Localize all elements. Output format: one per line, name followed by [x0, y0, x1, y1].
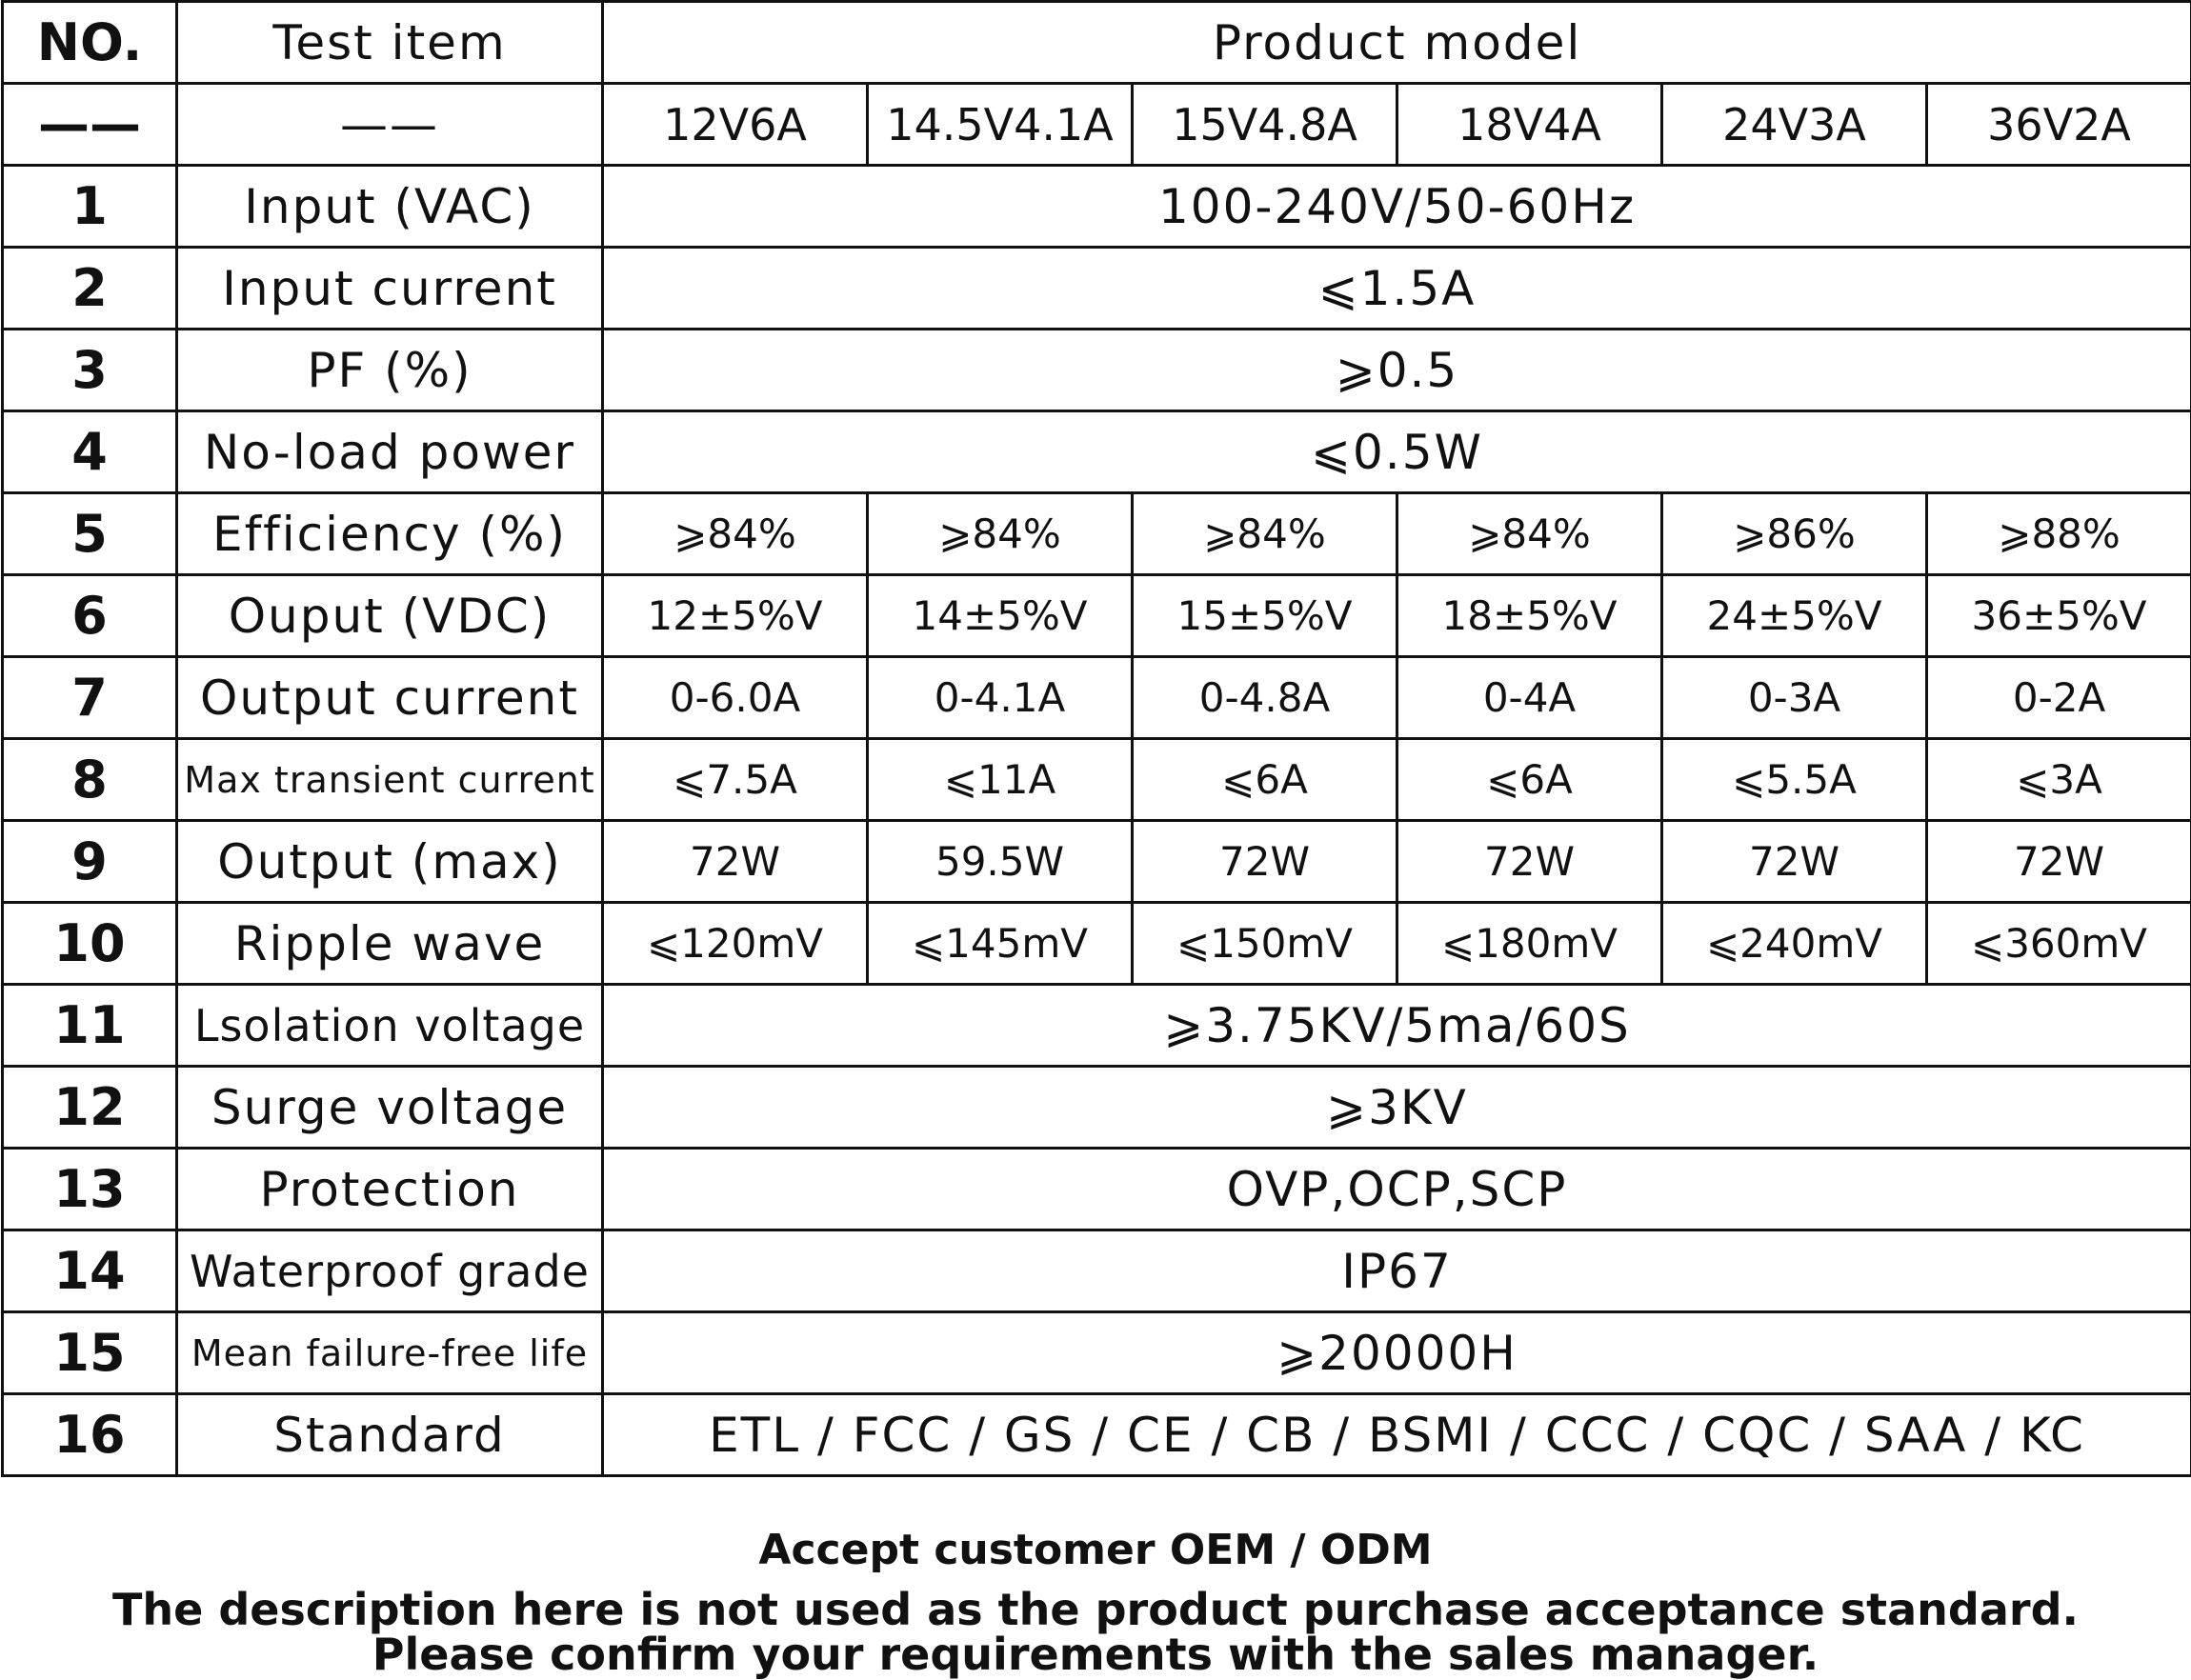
spec-value: OVP,OCP,SCP — [603, 1149, 2191, 1230]
row-number: 5 — [3, 493, 177, 575]
spec-value: ⩾0.5 — [603, 330, 2191, 411]
table-row — [3, 330, 2191, 411]
model-value: ⩾84% — [1397, 493, 1662, 575]
model-value: ⩽360mV — [1927, 903, 2191, 985]
test-item: Standard — [177, 1394, 603, 1476]
model-cell: 36V2A — [1927, 84, 2191, 166]
table-row — [3, 1067, 2191, 1149]
table-row — [3, 248, 2191, 330]
model-cell: 18V4A — [1397, 84, 1662, 166]
test-item: Lsolation voltage — [177, 985, 603, 1067]
table-row — [3, 903, 2191, 985]
model-value: 12±5%V — [603, 575, 868, 657]
model-value: 0-4.8A — [1133, 657, 1397, 739]
disclaimer-line: The description here is not used as the product purchase acceptance standard. — [0, 1584, 2191, 1635]
test-item: Ouput (VDC) — [177, 575, 603, 657]
test-item: Efficiency (%) — [177, 493, 603, 575]
header-row — [3, 2, 2191, 84]
row-number: 16 — [3, 1394, 177, 1476]
table-row — [3, 821, 2191, 903]
model-cell: 24V3A — [1662, 84, 1927, 166]
row-number: 2 — [3, 248, 177, 330]
spec-value: ⩽0.5W — [603, 411, 2191, 493]
table-row — [3, 1394, 2191, 1476]
test-item: Input (VAC) — [177, 166, 603, 248]
model-value: 72W — [1662, 821, 1927, 903]
test-item: Ripple wave — [177, 903, 603, 985]
test-item: Input current — [177, 248, 603, 330]
row-number: 15 — [3, 1312, 177, 1394]
model-value: 36±5%V — [1927, 575, 2191, 657]
model-value: 0-4.1A — [868, 657, 1133, 739]
model-value: 72W — [603, 821, 868, 903]
row-number: 10 — [3, 903, 177, 985]
model-value: ⩾86% — [1662, 493, 1927, 575]
model-value: ⩾84% — [603, 493, 868, 575]
spec-table — [1, 0, 2191, 1477]
row-number: 1 — [3, 166, 177, 248]
row-number: 3 — [3, 330, 177, 411]
table-row — [3, 1149, 2191, 1230]
row-number: 9 — [3, 821, 177, 903]
test-item: Waterproof grade — [177, 1230, 603, 1312]
row-number: 14 — [3, 1230, 177, 1312]
model-value: ⩽3A — [1927, 739, 2191, 821]
table-row — [3, 166, 2191, 248]
model-value: ⩽6A — [1397, 739, 1662, 821]
test-item: Max transient current — [177, 739, 603, 821]
model-row — [3, 84, 2191, 166]
dash-cell: —— — [177, 84, 603, 166]
row-number: 7 — [3, 657, 177, 739]
model-value: 72W — [1397, 821, 1662, 903]
model-value: ⩾88% — [1927, 493, 2191, 575]
dash-cell: —— — [3, 84, 177, 166]
row-number: 13 — [3, 1149, 177, 1230]
model-value: 0-6.0A — [603, 657, 868, 739]
test-item-header: Test item — [177, 2, 603, 84]
row-number: 6 — [3, 575, 177, 657]
model-value: ⩽120mV — [603, 903, 868, 985]
spec-value: ⩾20000H — [603, 1312, 2191, 1394]
test-item: Output (max) — [177, 821, 603, 903]
table-row — [3, 411, 2191, 493]
row-number: 8 — [3, 739, 177, 821]
model-value: ⩾84% — [1133, 493, 1397, 575]
model-value: 0-3A — [1662, 657, 1927, 739]
spec-value: IP67 — [603, 1230, 2191, 1312]
spec-value: ETL / FCC / GS / CE / CB / BSMI / CCC / CQC / SAA / KC — [603, 1394, 2191, 1476]
table-row — [3, 657, 2191, 739]
product-model-header: Product model — [603, 2, 2191, 84]
model-value: ⩽180mV — [1397, 903, 1662, 985]
test-item: No-load power — [177, 411, 603, 493]
model-value: ⩽7.5A — [603, 739, 868, 821]
model-cell: 14.5V4.1A — [868, 84, 1133, 166]
test-item: Output current — [177, 657, 603, 739]
model-cell: 12V6A — [603, 84, 868, 166]
model-value: ⩽11A — [868, 739, 1133, 821]
table-row — [3, 1312, 2191, 1394]
model-value: ⩾84% — [868, 493, 1133, 575]
row-number: 4 — [3, 411, 177, 493]
model-value: 18±5%V — [1397, 575, 1662, 657]
no-header: NO. — [3, 2, 177, 84]
table-row — [3, 739, 2191, 821]
test-item: Mean failure-free life — [177, 1312, 603, 1394]
model-value: 24±5%V — [1662, 575, 1927, 657]
contact-note: Please confirm your requirements with the sales manager. — [0, 1629, 2191, 1680]
spec-value: ⩾3KV — [603, 1067, 2191, 1149]
model-value: 15±5%V — [1133, 575, 1397, 657]
model-value: ⩽240mV — [1662, 903, 1927, 985]
test-item: PF (%) — [177, 330, 603, 411]
spec-value: 100-240V/50-60Hz — [603, 166, 2191, 248]
table-row — [3, 575, 2191, 657]
model-value: ⩽145mV — [868, 903, 1133, 985]
row-number: 11 — [3, 985, 177, 1067]
model-value: ⩽6A — [1133, 739, 1397, 821]
model-value: 0-4A — [1397, 657, 1662, 739]
model-cell: 15V4.8A — [1133, 84, 1397, 166]
spec-value: ⩽1.5A — [603, 248, 2191, 330]
model-value: ⩽150mV — [1133, 903, 1397, 985]
table-row — [3, 985, 2191, 1067]
model-value: ⩽5.5A — [1662, 739, 1927, 821]
test-item: Protection — [177, 1149, 603, 1230]
test-item: Surge voltage — [177, 1067, 603, 1149]
row-number: 12 — [3, 1067, 177, 1149]
model-value: 72W — [1133, 821, 1397, 903]
model-value: 59.5W — [868, 821, 1133, 903]
model-value: 14±5%V — [868, 575, 1133, 657]
spec-value: ⩾3.75KV/5ma/60S — [603, 985, 2191, 1067]
model-value: 72W — [1927, 821, 2191, 903]
table-row — [3, 493, 2191, 575]
table-row — [3, 1230, 2191, 1312]
oem-odm-note: Accept customer OEM / ODM — [0, 1526, 2191, 1574]
model-value: 0-2A — [1927, 657, 2191, 739]
